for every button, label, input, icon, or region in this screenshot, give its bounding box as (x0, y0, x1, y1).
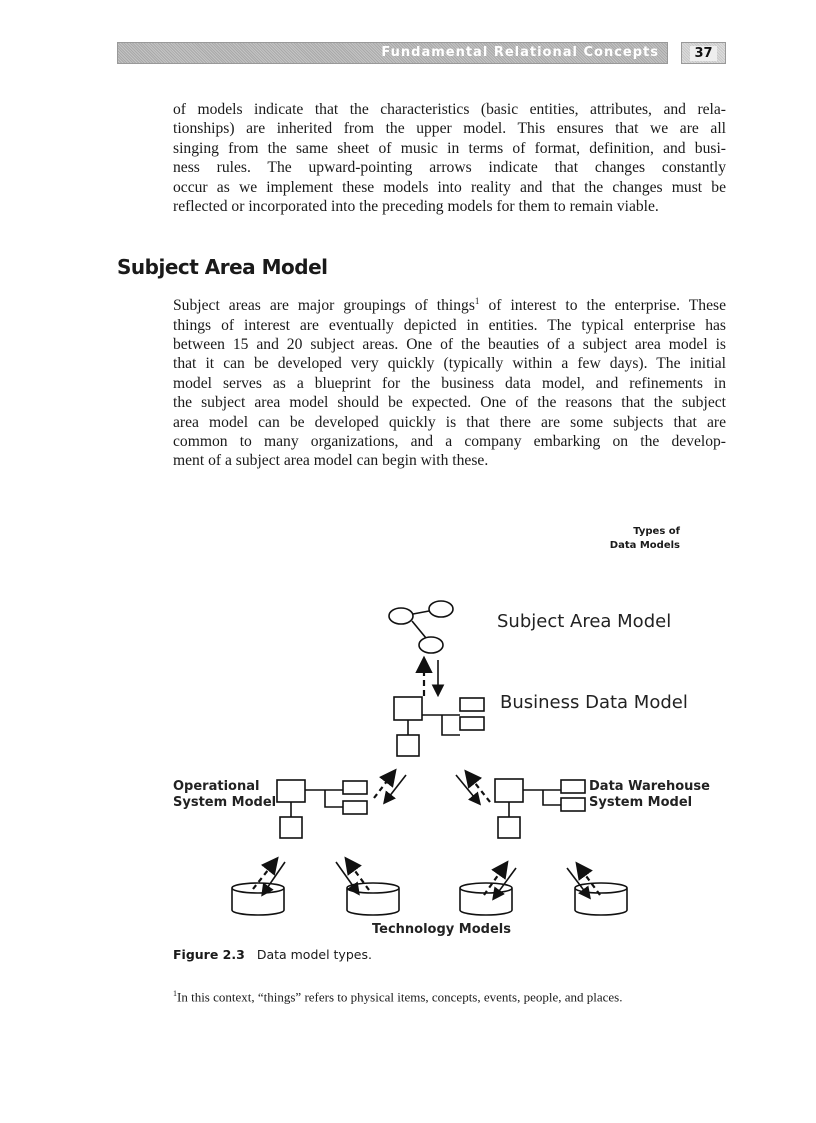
text-run: of interest to the enterprise. These (479, 297, 726, 315)
label-line: Operational (173, 779, 260, 794)
page-number: 37 (690, 46, 716, 61)
label-line: System Model (589, 795, 693, 810)
mid-level-arrows (374, 772, 490, 803)
text-line: of models indicate that the characteristics (basic entities, attributes, and rela- (173, 101, 726, 118)
text-line: the subject area model should be expected. One of the reasons that the subject (173, 394, 726, 412)
business-model-label: Business Data Model (500, 692, 688, 713)
subject-area-label: Subject Area Model (497, 611, 672, 632)
text-line: occur as we implement these models into reality and that the changes must be (173, 178, 726, 196)
text-line: things of interest are eventually depicted in entities. The typical enterprise has (173, 316, 726, 334)
footnote-text: In this context, “things” refers to physical items, concepts, events, people, and places. (177, 989, 623, 1005)
figure-caption (173, 947, 372, 962)
label-line: System Model (173, 795, 277, 810)
technology-label: Technology Models (372, 922, 511, 937)
text-line: model serves as a blueprint for the business data model, and refinements in (173, 374, 726, 392)
operational-entity-boxes (277, 780, 367, 838)
arrows-subject-business (424, 660, 438, 696)
operational-label (173, 779, 276, 811)
text-line: that it can be developed very quickly (typically within a few days). The initial (173, 355, 726, 373)
text-line: ness rules. The upward-pointing arrows indicate that changes constantly (173, 159, 726, 177)
footnote-ref[interactable]: 1 (474, 296, 480, 306)
text-line: between 15 and 20 subject areas. One of the beauties of a subject area model is (173, 336, 726, 353)
text-line: singing from the same sheet of music in terms of format, definition, and busi- (173, 139, 726, 157)
margin-note-line: Data Models (609, 540, 680, 551)
margin-note-line: Types of (633, 526, 680, 537)
text-line: tionships) are inherited from the upper model. This ensures that we are all (173, 120, 726, 138)
section-heading: Subject Area Model (117, 255, 328, 279)
warehouse-label (589, 779, 710, 811)
text-line: common to many organizations, and a company embarking on the develop- (173, 433, 726, 451)
text-run: Subject areas are major groupings of things (173, 297, 475, 315)
text-line: ment of a subject area model can begin with these. (173, 452, 489, 470)
footnote-marker: 1 (173, 989, 177, 998)
running-title: Fundamental Relational Concepts (381, 45, 659, 60)
figure-caption-text: Data model types. (256, 947, 372, 962)
database-cylinders (232, 883, 627, 915)
business-entity-boxes (394, 697, 484, 756)
figure-number: Figure 2.3 (173, 947, 245, 962)
label-line: Data Warehouse (589, 779, 710, 794)
warehouse-entity-boxes (495, 779, 585, 838)
text-line: reflected or incorporated into the preceding models for them to remain viable. (173, 198, 659, 216)
text-line: area model can be developed quickly is that there are some subjects that are (173, 413, 726, 431)
footnote (173, 989, 622, 1005)
subject-area-ovals (389, 601, 453, 653)
lower-arrows (253, 860, 600, 898)
